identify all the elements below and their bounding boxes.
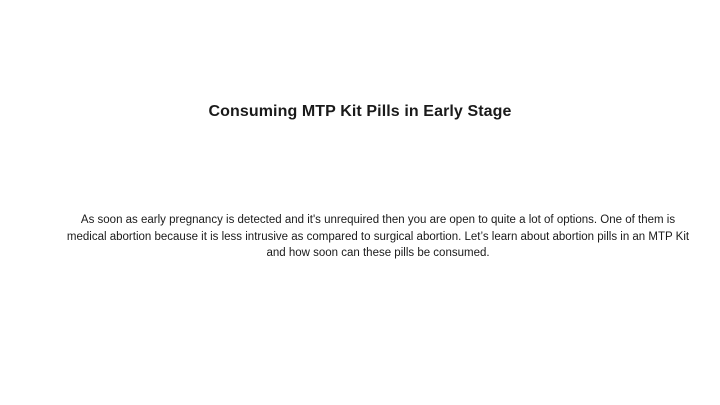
slide-title: Consuming MTP Kit Pills in Early Stage (208, 103, 512, 120)
slide-body-text: As soon as early pregnancy is detected and it's unrequired then you are open to quite a lot of options. One of them is medical abortion because it is less intrusive as compared to surgical abortion. Let’s learn about abortion pills in an MTP Kit and how soon can these pills be consumed. (66, 214, 690, 259)
